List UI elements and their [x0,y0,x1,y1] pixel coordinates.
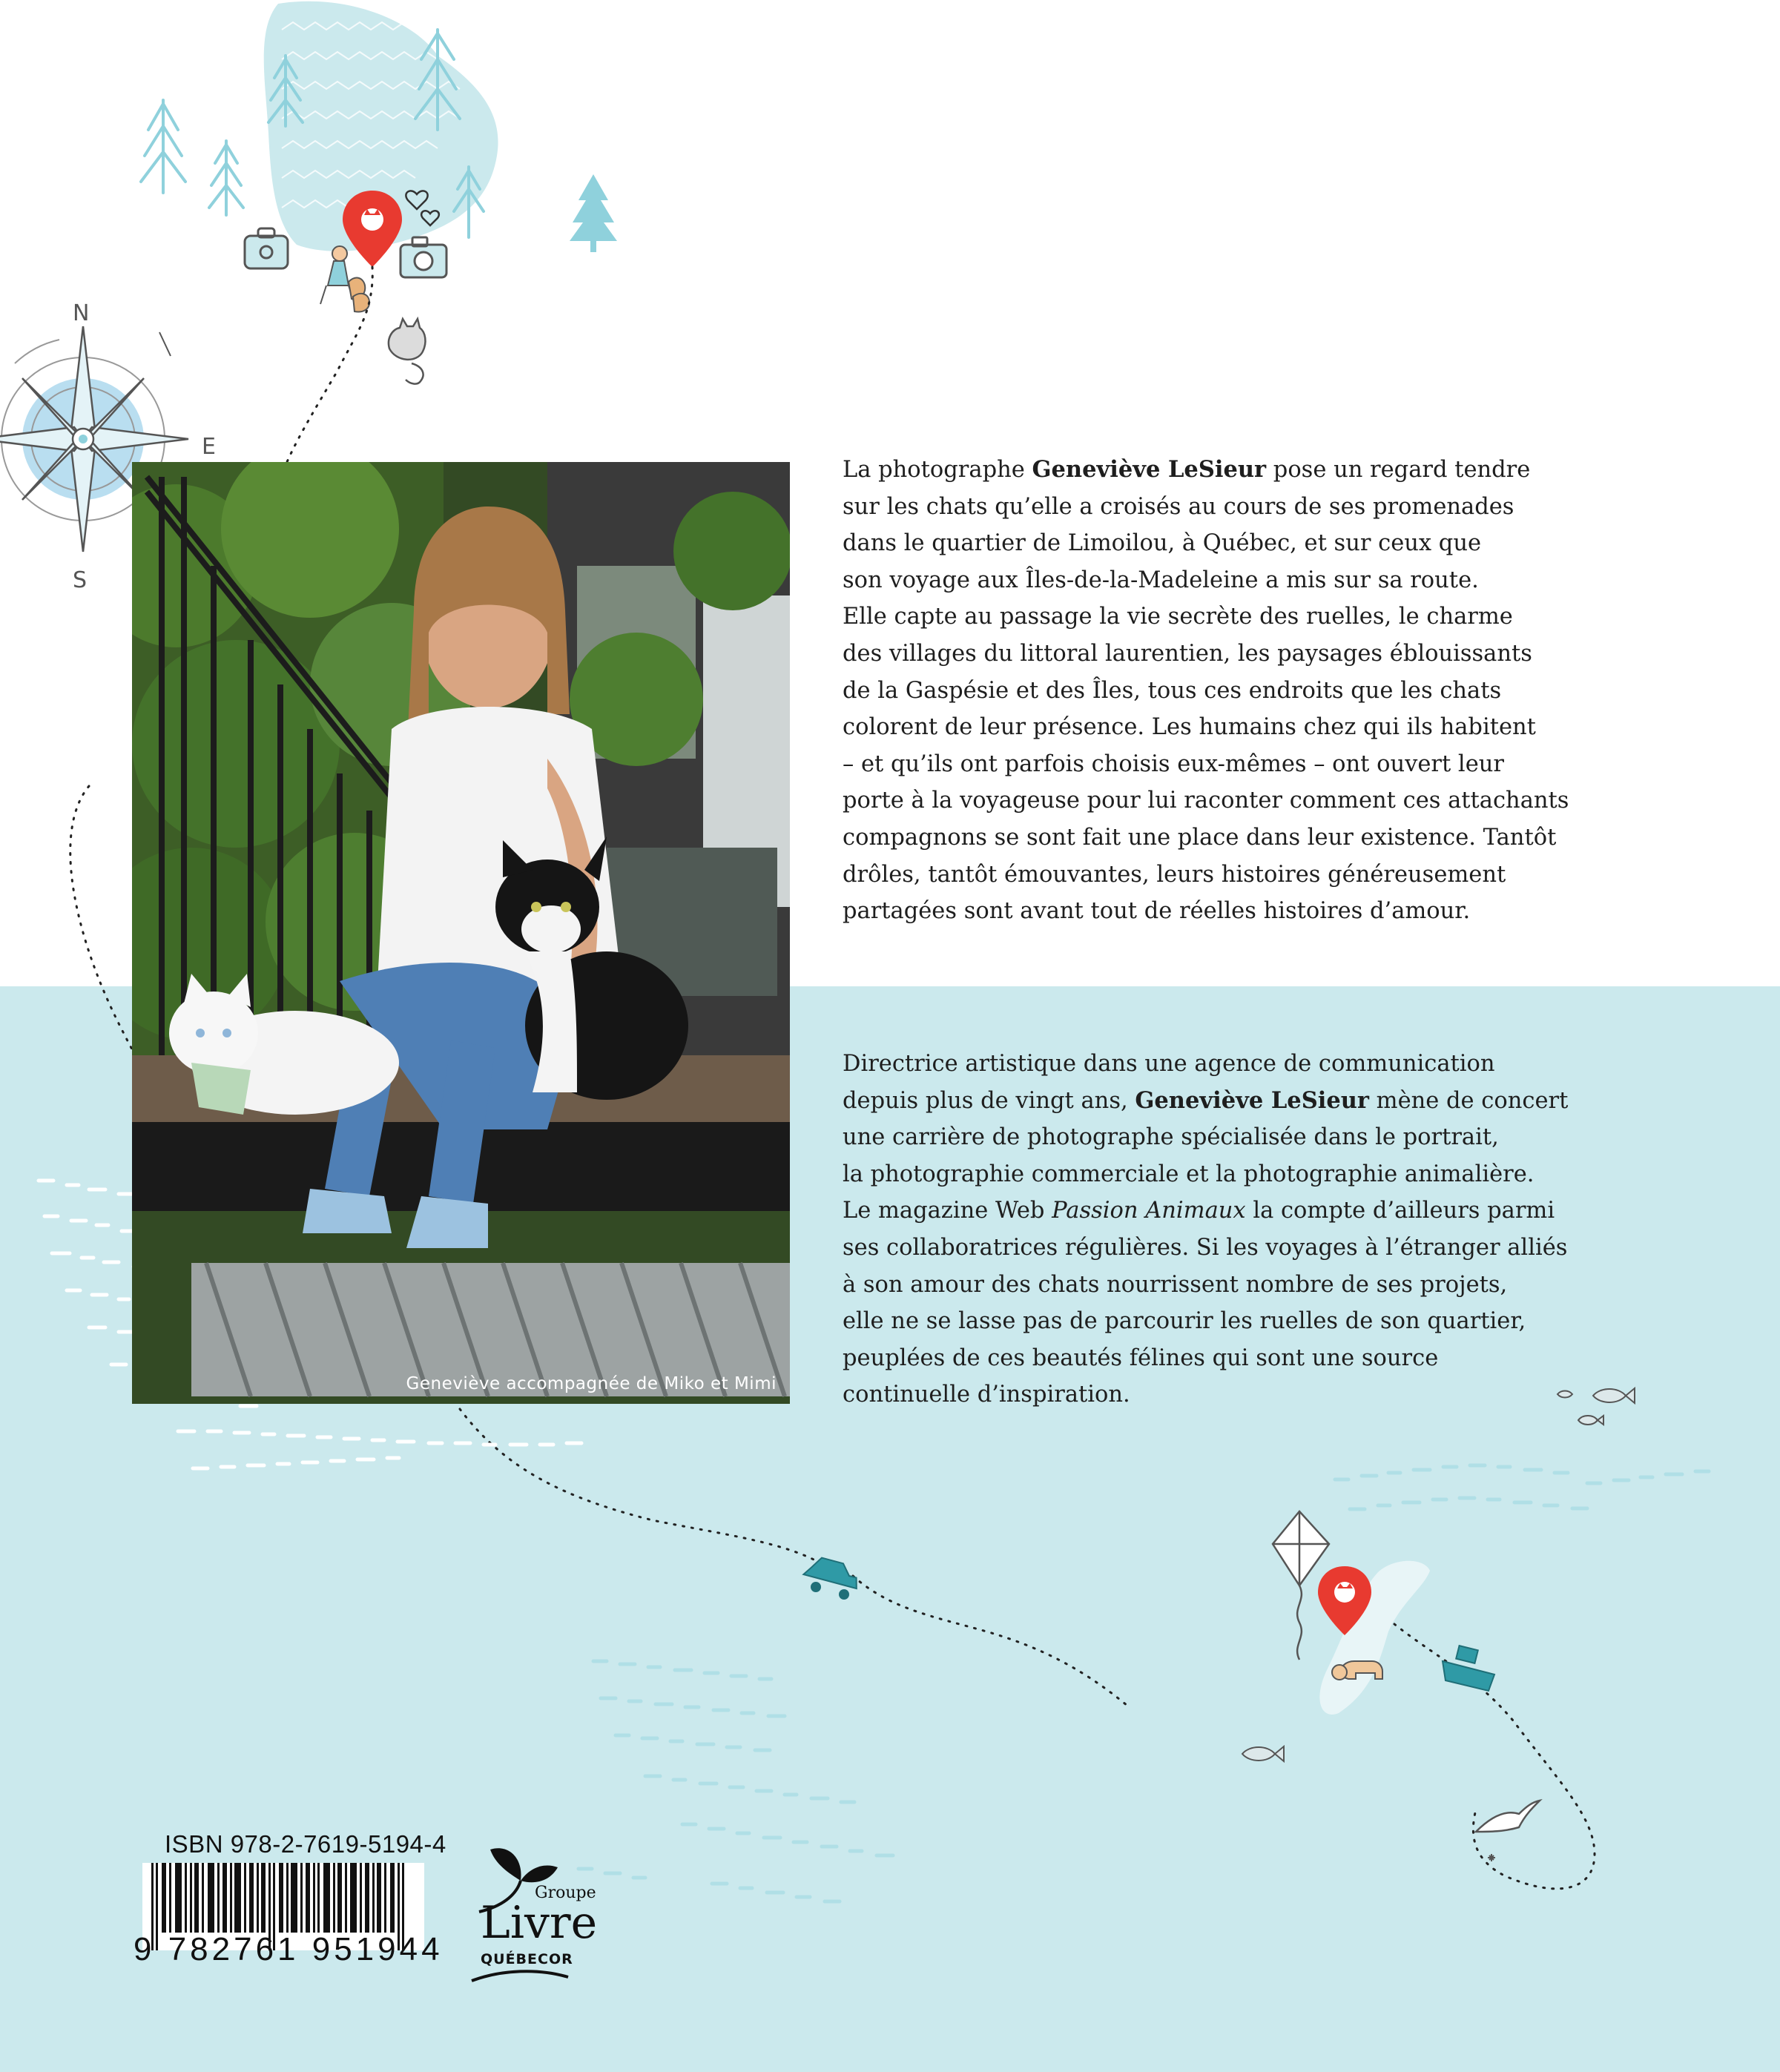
tree-icon [570,174,617,252]
logo-livre: Livre [481,1897,598,1949]
bio-line: peuplées de ces beautés félines qui sont une source [843,1345,1439,1371]
bio-line: ses collaboratrices régulières. Si les voyages à l’étranger alliés [843,1234,1568,1261]
logo-quebecor: QUÉBECOR [481,1951,573,1967]
intro-line: sur les chats qu’elle a croisés au cours de ses promenades [843,493,1514,520]
author-bio-paragraph [843,1046,1584,1413]
intro-line [843,452,1584,489]
barcode-digits: 9 782761 951944 [134,1931,444,1967]
bio-text: depuis plus de vingt ans, [843,1087,1135,1114]
intro-line: Elle capte au passage la vie secrète des ruelles, le charme [843,604,1513,630]
cat-icon [389,319,426,384]
bio-line: une carrière de photographe spécialisée dans le portrait, [843,1124,1499,1151]
intro-line: – et qu’ils ont parfois choisis eux-mêmes – ont ouvert leur [843,750,1504,777]
intro-line: son voyage aux Îles-de-la-Madeleine a mis sur sa route. [843,567,1479,593]
bio-line: continuelle d’inspiration. [843,1382,1130,1408]
intro-line: des villages du littoral laurentien, les paysages éblouissants [843,640,1532,667]
compass-north: N [73,300,90,326]
bio-line [843,1192,1584,1230]
intro-line: colorent de leur présence. Les humains chez qui ils habitent [843,714,1536,741]
bio-line: à son amour des chats nourrissent nombre de ses projets, [843,1271,1508,1298]
compass-east: E [202,434,216,460]
bio-text: mène de concert [1368,1087,1569,1114]
intro-line: compagnons se sont fait une place dans leur existence. Tantôt [843,824,1557,851]
suitcase-icon [245,228,288,268]
publisher-logo [449,1829,598,1992]
bio-line: Directrice artistique dans une agence de communication [843,1051,1495,1077]
intro-line: dans le quartier de Limoilou, à Québec, et sur ceux que [843,530,1482,557]
intro-paragraph [843,452,1584,930]
intro-line: partagées sont avant tout de réelles histoires d’amour. [843,898,1471,925]
bio-text: Le magazine Web [843,1198,1052,1224]
camera-icon [400,237,446,277]
author-name: Geneviève LeSieur [1135,1086,1369,1114]
photo-illustration [132,462,790,1404]
author-photo [132,462,790,1404]
bio-line [843,1083,1584,1120]
magazine-name: Passion Animaux [1052,1198,1246,1224]
bio-text: la compte d’ailleurs parmi [1245,1198,1555,1224]
intro-text: pose un regard tendre [1266,457,1531,483]
cat-icon [320,246,369,312]
logo-groupe: Groupe [535,1884,596,1902]
author-name: Geneviève LeSieur [1032,456,1267,483]
photo-caption: Geneviève accompagnée de Miko et Mimi [406,1374,777,1393]
heart-icon [406,191,438,225]
tree-icon [141,30,484,237]
bio-line: la photographie commerciale et la photographie animalière. [843,1161,1535,1187]
compass-south: S [73,567,88,593]
land-shape [264,1,498,251]
intro-line: drôles, tantôt émouvantes, leurs histoires généreusement [843,861,1506,888]
isbn-label: ISBN 978-2-7619-5194-4 [165,1830,446,1858]
intro-line: porte à la voyageuse pour lui raconter comment ces attachants [843,788,1569,814]
bio-line: elle ne se lasse pas de parcourir les ruelles de son quartier, [843,1308,1526,1335]
intro-line: de la Gaspésie et des Îles, tous ces endroits que les chats [843,677,1502,704]
map-pin-icon [343,191,402,267]
intro-text: La photographe [843,457,1032,483]
